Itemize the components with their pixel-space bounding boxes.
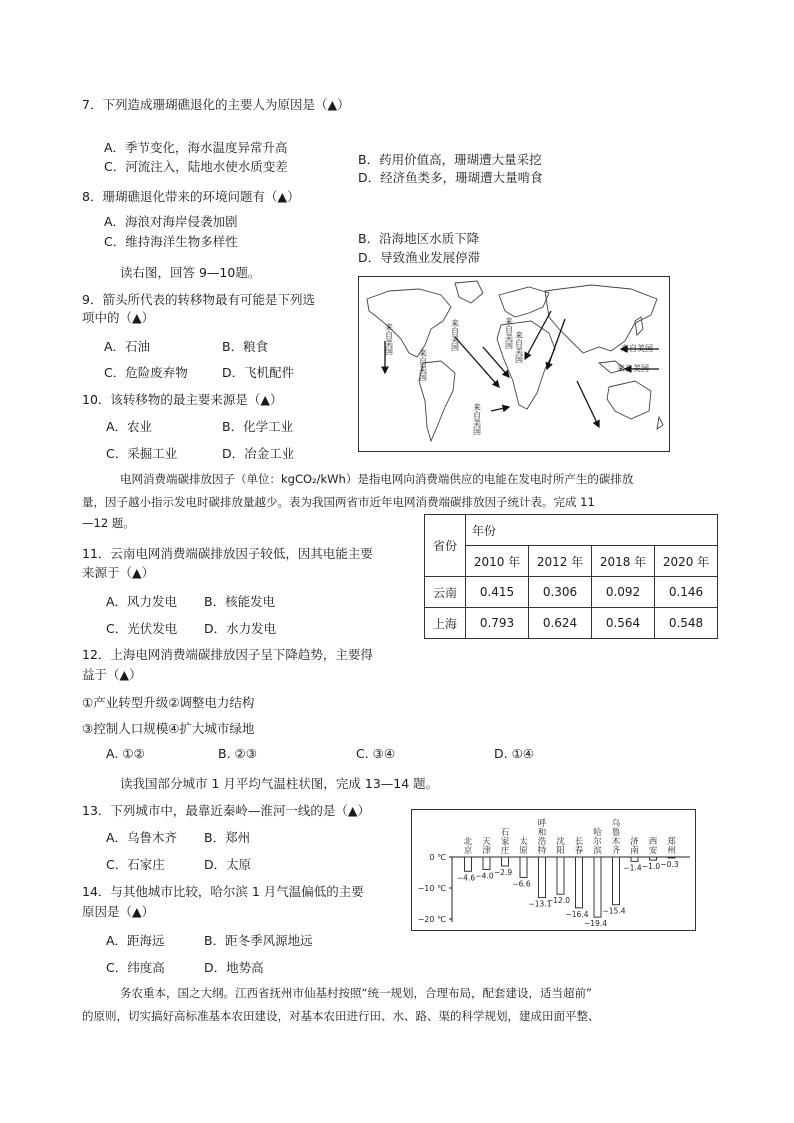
map-label-1: 来自美国 (384, 323, 394, 355)
table-header-row (425, 515, 718, 546)
value-label: −12.0 (547, 896, 570, 906)
city-label (593, 827, 602, 856)
city-label-char: 浩 (537, 837, 547, 847)
q10-option-c: C．采掘工业 (106, 446, 178, 461)
q14-stem-2: 原因是（▲） (82, 904, 155, 919)
q14-option-a: A．距海远 (106, 933, 165, 948)
city-label-char: 北 (463, 837, 473, 847)
q14-option-c: C．纬度高 (106, 960, 165, 975)
arrow-to-indian-ocean (577, 381, 599, 427)
q10-stem: 10．该转移物的最主要来源是（▲） (82, 392, 283, 407)
map-label-4: 来自美国 (504, 317, 514, 349)
city-label (575, 837, 584, 856)
city-label-char: 庄 (500, 846, 510, 856)
q12-stem-1: 12．上海电网消费端碳排放因子呈下降趋势，主要得 (82, 647, 373, 662)
table-cell: 0.306 (529, 577, 592, 608)
city-label-char: 天 (482, 837, 491, 847)
city-label-char: 家 (500, 837, 510, 847)
world-map-figure (358, 276, 670, 452)
q13-option-b: B．郑州 (204, 830, 251, 845)
q8-option-c: C．维持海洋生物多样性 (104, 234, 238, 249)
table-corner: 省份 (425, 515, 466, 577)
closing-line-1: 务农重本，国之大纲。江西省抚州市仙基村按照“统一规划，合理布局，配套建设，适当超前” (120, 986, 592, 1000)
city-label (519, 836, 528, 856)
temperature-bar (502, 857, 509, 866)
arrow-to-africa-west (455, 337, 499, 387)
value-label: −13.1 (528, 899, 552, 909)
q9-option-b: B．粮食 (222, 339, 269, 354)
map-label-6: 来自美国 (621, 344, 653, 353)
city-label-char: 鲁 (611, 828, 621, 838)
q8-option-d: D．导致渔业发展停滞 (358, 250, 481, 265)
value-label: −0.3 (660, 859, 679, 869)
city-label-char: 木 (611, 837, 621, 847)
map-label-2: 来自美国 (450, 319, 460, 351)
q12-option-d: D. ①④ (494, 746, 534, 761)
q7-option-b: B．药用价值高，珊瑚遭大量采挖 (358, 152, 542, 167)
city-label-char: 阳 (556, 846, 565, 856)
map-label-3: 来自美国 (418, 349, 428, 381)
value-label: −4.6 (456, 873, 476, 883)
q9-option-d: D．飞机配件 (222, 365, 295, 380)
q13-option-a: A．乌鲁木齐 (106, 830, 178, 845)
q12-option-b: B. ②③ (218, 746, 257, 761)
q7-option-d: D．经济鱼类多，珊瑚遭大量啃食 (358, 170, 543, 185)
city-label-char: 沈 (556, 837, 565, 847)
table-cell: 0.092 (592, 577, 655, 608)
q12-items-1: ①产业转型升级②调整电力结构 (82, 695, 255, 710)
temperature-bar (483, 857, 490, 869)
table-row-name: 上海 (425, 608, 466, 639)
city-label (464, 836, 473, 856)
city-label-char: 和 (537, 828, 547, 838)
city-label-char: 乌 (611, 819, 621, 829)
city-label-char: 尔 (593, 837, 602, 847)
city-label-char: 西 (648, 837, 658, 847)
q11-option-d: D．水力发电 (204, 621, 277, 636)
q14-option-b: B．距冬季风源地远 (204, 933, 313, 948)
table-cell: 0.415 (466, 577, 529, 608)
temperature-bar (594, 857, 601, 917)
q9-stem-1: 9．箭头所代表的转移物最有可能是下列选 (82, 292, 315, 307)
table-year: 2010 年 (466, 546, 529, 577)
closing-line-2: 的原则，切实搞好高标准基本农田建设，对基本农田进行田、水、路、渠的科学规划，建成田面平整、 (82, 1009, 600, 1023)
city-label (482, 837, 491, 856)
y-tick-label: 0 ℃ (429, 853, 446, 862)
city-label-char: 州 (667, 846, 676, 856)
city-label-char: 特 (537, 846, 547, 856)
temperature-bar (668, 857, 675, 858)
value-label: −15.4 (602, 906, 626, 916)
city-label (630, 836, 639, 856)
value-label: −19.4 (584, 919, 607, 929)
value-label: −16.4 (565, 909, 589, 919)
q12-option-c: C. ③④ (356, 746, 396, 761)
value-label: −1.0 (641, 862, 661, 872)
q8-stem: 8．珊瑚礁退化带来的环境问题有（▲） (82, 189, 300, 204)
table-years-row (425, 546, 718, 577)
city-label-char: 呼 (537, 819, 547, 829)
arrow-to-south-africa (491, 407, 509, 411)
temperature-bar (557, 857, 564, 894)
map-label-5: 来自美国 (514, 331, 524, 363)
q9-option-a: A．石油 (104, 339, 151, 354)
q7-option-a: A．季节变化，海水温度异常升高 (104, 140, 288, 155)
new-zealand-shape (657, 417, 663, 429)
q10-option-a: A．农业 (106, 419, 153, 434)
intro-13-14: 读我国部分城市 1 月平均气温柱状图，完成 13—14 题。 (120, 776, 439, 791)
city-label-char: 春 (574, 846, 584, 856)
japan-shape (635, 317, 643, 335)
city-label-char: 津 (482, 846, 491, 856)
table-row (425, 577, 718, 608)
table-year: 2020 年 (655, 546, 718, 577)
q13-stem: 13．下列城市中，最靠近秦岭—淮河一线的是（▲） (82, 803, 371, 818)
city-label (556, 836, 565, 856)
q9-option-c: C．危险废弃物 (104, 365, 188, 380)
carbon-intro-2: 量，因子越小指示发电时碳排放量越少。表为我国两省市近年电网消费端碳排放因子统计表。完成 11 (82, 495, 595, 509)
temperature-bar (520, 857, 527, 877)
temperature-chart-svg (412, 810, 695, 930)
city-label-char: 石 (500, 828, 510, 838)
city-label-char: 原 (519, 846, 528, 856)
city-label-char: 京 (463, 846, 473, 856)
table-year-header: 年份 (466, 515, 718, 546)
asia-shape (545, 285, 657, 353)
temperature-bar (650, 857, 657, 860)
table-cell: 0.146 (655, 577, 718, 608)
intro-9-10: 读右图，回答 9—10题。 (120, 265, 261, 280)
table-cell: 0.564 (592, 608, 655, 639)
q8-option-b: B．沿海地区水质下降 (358, 231, 480, 246)
city-label-char: 济 (630, 837, 639, 847)
q11-stem-1: 11．云南电网消费端碳排放因子较低，因其电能主要 (82, 546, 373, 561)
table-cell: 0.624 (529, 608, 592, 639)
table-year: 2012 年 (529, 546, 592, 577)
q9-stem-2: 项中的（▲） (82, 310, 155, 325)
table-cell: 0.548 (655, 608, 718, 639)
table-row (425, 608, 718, 639)
temperature-bar (576, 857, 583, 908)
value-label: −1.4 (623, 863, 642, 873)
carbon-intro-3: —12 题。 (82, 516, 135, 530)
city-label-char: 长 (574, 837, 584, 847)
map-label-8: 来自美国 (472, 403, 482, 435)
temperature-chart (411, 809, 696, 931)
map-label-7: 来自美国 (617, 364, 649, 373)
q14-option-d: D．地势高 (204, 960, 264, 975)
q10-option-b: B．化学工业 (222, 419, 294, 434)
q11-stem-2: 来源于（▲） (82, 565, 155, 580)
q8-option-a: A．海浪对海岸侵袭加剧 (104, 214, 238, 229)
value-label: −4.0 (475, 871, 494, 881)
q12-stem-2: 益于（▲） (82, 667, 142, 682)
q14-stem-1: 14．与其他城市比较，哈尔滨 1 月气温偏低的主要 (82, 884, 364, 899)
carbon-intro-1: 电网消费端碳排放因子（单位：kgCO₂/kWh）是指电网向消费端供应的电能在发电时所产生的碳排放 (120, 472, 634, 486)
q7-stem: 7．下列造成珊瑚礁退化的主要人为原因是（▲） (82, 97, 350, 112)
city-label-char: 南 (630, 846, 639, 856)
north-america-shape (367, 289, 451, 357)
australia-shape (607, 381, 651, 419)
city-label-char: 滨 (593, 846, 602, 856)
city-label (612, 818, 621, 856)
city-label (649, 837, 658, 856)
q12-option-a: A. ①② (106, 746, 145, 761)
world-map-svg (359, 277, 669, 451)
q11-option-a: A．风力发电 (106, 594, 178, 609)
table-year: 2018 年 (592, 546, 655, 577)
city-label-char: 郑 (667, 837, 676, 847)
table-row-name: 云南 (425, 577, 466, 608)
value-label: −2.9 (493, 867, 513, 877)
arrow-to-east-africa (525, 311, 551, 359)
q12-items-2: ③控制人口规模④扩大城市绿地 (82, 721, 255, 736)
temperature-bar (631, 857, 638, 861)
y-tick-label: −20 ℃ (417, 915, 446, 924)
greenland-shape (455, 281, 483, 303)
q7-option-c: C．河流注入，陆地水使水质变差 (104, 159, 288, 174)
q11-option-c: C．光伏发电 (106, 621, 178, 636)
city-label-char: 太 (519, 837, 528, 847)
y-tick-label: −10 ℃ (417, 884, 446, 893)
q11-option-b: B．核能发电 (204, 594, 276, 609)
table-cell: 0.793 (466, 608, 529, 639)
temperature-bar (613, 857, 620, 905)
city-label (538, 818, 547, 856)
city-label (501, 828, 510, 856)
city-label (667, 836, 676, 856)
q10-option-d: D．冶金工业 (222, 446, 295, 461)
q13-option-d: D．太原 (204, 857, 252, 872)
city-label-char: 安 (648, 846, 658, 856)
value-label: −6.6 (512, 879, 531, 889)
carbon-factor-table (424, 514, 718, 639)
europe-shape (499, 287, 549, 317)
city-label-char: 哈 (593, 828, 602, 838)
q13-option-c: C．石家庄 (106, 857, 165, 872)
arrow-to-east-africa-2 (547, 319, 565, 369)
temperature-bar (539, 857, 546, 898)
temperature-bar (465, 857, 472, 871)
city-label-char: 齐 (611, 846, 621, 856)
